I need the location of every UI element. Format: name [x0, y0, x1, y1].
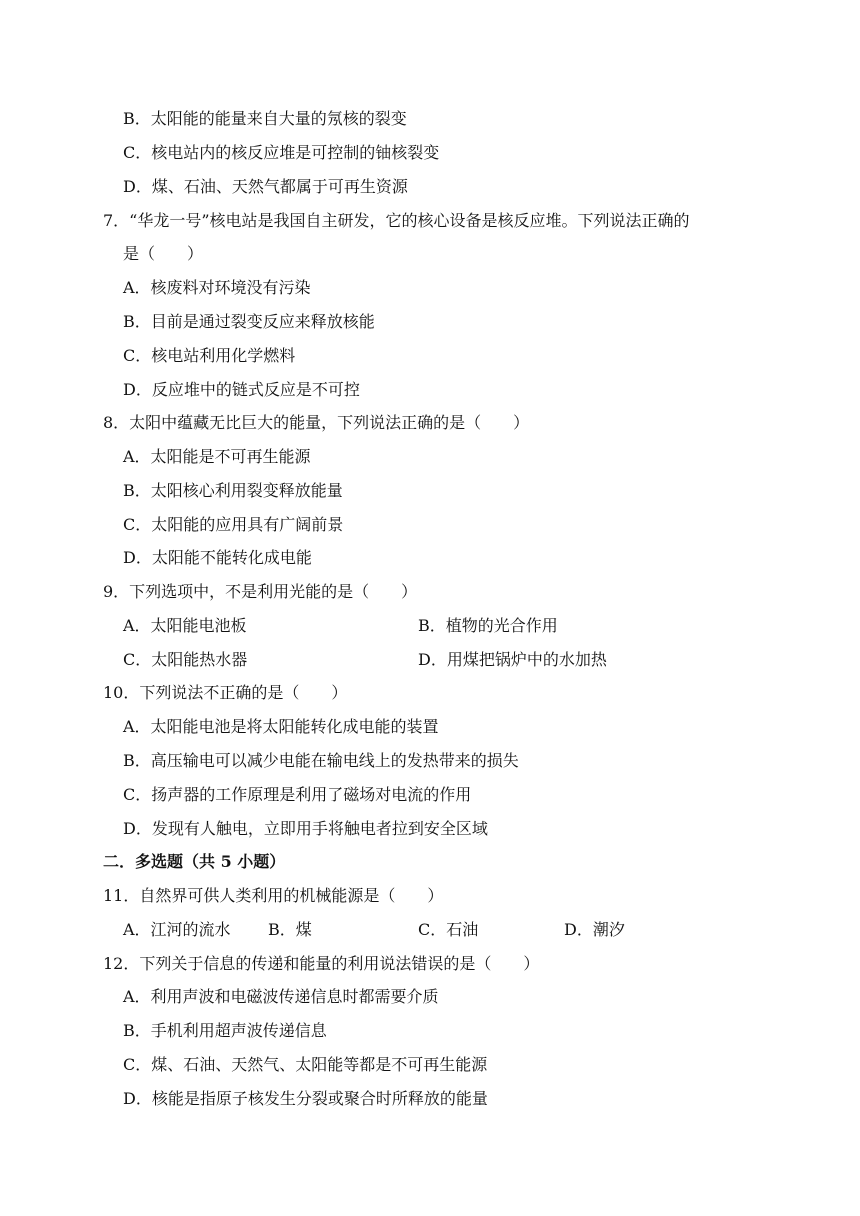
q12-option-d: D．核能是指原子核发生分裂或聚合时所释放的能量	[123, 1089, 488, 1108]
q8-option-a: A．太阳能是不可再生能源	[123, 447, 311, 466]
q6-option-c: C．核电站内的核反应堆是可控制的铀核裂变	[123, 143, 440, 162]
q9-stem: 9．下列选项中，不是利用光能的是（ ）	[103, 582, 418, 601]
q8-option-d: D．太阳能不能转化成电能	[123, 548, 312, 567]
q7-option-d: D．反应堆中的链式反应是不可控	[123, 380, 360, 399]
q9-option-c: C．太阳能热水器	[123, 650, 248, 669]
section-heading-multiple-choice: 二．多选题（共 5 小题）	[103, 852, 286, 871]
q6-option-b: B．太阳能的能量来自大量的氖核的裂变	[123, 109, 407, 128]
q9-option-d: D．用煤把锅炉中的水加热	[418, 650, 607, 669]
q9-option-a: A．太阳能电池板	[123, 616, 247, 635]
q7-stem-line2: 是（ ）	[123, 244, 204, 263]
q11-option-c: C．石油	[418, 920, 479, 939]
q7-option-b: B．目前是通过裂变反应来释放核能	[123, 312, 375, 331]
q10-option-b: B．高压输电可以减少电能在输电线上的发热带来的损失	[123, 751, 519, 770]
q11-option-a: A．江河的流水	[123, 920, 231, 939]
q12-option-c: C．煤、石油、天然气、太阳能等都是不可再生能源	[123, 1055, 488, 1074]
q10-option-a: A．太阳能电池是将太阳能转化成电能的装置	[123, 717, 439, 736]
q8-option-b: B．太阳核心利用裂变释放能量	[123, 481, 343, 500]
q10-stem: 10．下列说法不正确的是（ ）	[103, 683, 348, 702]
q11-option-d: D．潮汐	[564, 920, 625, 939]
q7-option-c: C．核电站利用化学燃料	[123, 346, 296, 365]
q11-option-b: B．煤	[268, 920, 312, 939]
q8-option-c: C．太阳能的应用具有广阔前景	[123, 515, 344, 534]
q6-option-d: D．煤、石油、天然气都属于可再生资源	[123, 177, 408, 196]
q10-option-c: C．扬声器的工作原理是利用了磁场对电流的作用	[123, 785, 472, 804]
q12-stem: 12．下列关于信息的传递和能量的利用说法错误的是（ ）	[103, 954, 540, 973]
q11-stem: 11．自然界可供人类利用的机械能源是（ ）	[103, 886, 444, 905]
q10-option-d: D．发现有人触电，立即用手将触电者拉到安全区域	[123, 819, 488, 838]
q8-stem: 8．太阳中蕴藏无比巨大的能量，下列说法正确的是（ ）	[103, 413, 530, 432]
q12-option-b: B．手机利用超声波传递信息	[123, 1021, 327, 1040]
q7-option-a: A．核废料对环境没有污染	[123, 278, 311, 297]
q12-option-a: A．利用声波和电磁波传递信息时都需要介质	[123, 987, 439, 1006]
q7-stem-line1: 7．“华龙一号”核电站是我国自主研发，它的核心设备是核反应堆。下列说法正确的	[103, 211, 690, 230]
q9-option-b: B．植物的光合作用	[418, 616, 558, 635]
